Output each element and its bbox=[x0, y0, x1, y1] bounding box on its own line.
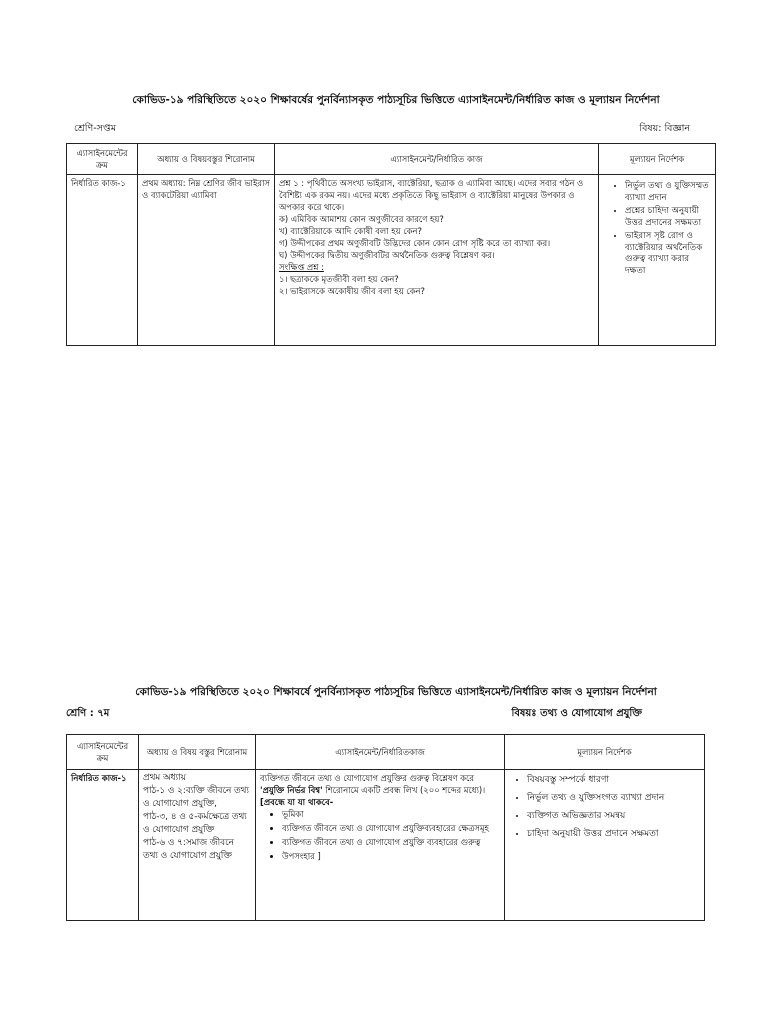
content-item: • উপসংহার ] bbox=[282, 850, 500, 862]
evaluation-item: • নির্ভুল তথ্য ও যুক্তিসম্মত ব্যাখ্যা প্রদান bbox=[625, 181, 711, 204]
short-question: ২। ভাইরাসকে অকোষীয় জীব বলা হয় কেন? bbox=[279, 286, 425, 296]
header-cell: এ্যাসাইনমেন্টের ক্রম bbox=[67, 735, 139, 770]
chapter-line: প্রথম অধ্যায় bbox=[143, 773, 186, 783]
table-row bbox=[67, 770, 705, 921]
evaluation-item: • চাহিদা অনুযায়ী উত্তর প্রদানে সক্ষমতা bbox=[527, 828, 700, 841]
chapter-title: প্রথম অধ্যায়: নিম্ন শ্রেণির জীব ভাইরাস ও ব্যাকটেরিয়া এ্যামিবা bbox=[138, 175, 275, 346]
meta-row bbox=[0, 122, 768, 142]
header-cell: এ্যাসাইনমেন্টের ক্রম bbox=[67, 144, 138, 175]
assignment-task bbox=[275, 175, 599, 346]
table-row bbox=[67, 175, 716, 346]
evaluation-item: • ভাইরাস সৃষ্ট রোগ ও ব্যাক্টেরিয়ার অর্থনৈতিক গুরুত্ব ব্যাখ্যা করার দক্ষতা bbox=[625, 231, 711, 277]
chapter-line: পাঠ-৬ ও ৭:সমাজ জীবনে তথ্য ও যোগাযোগ প্রযুক্তি bbox=[143, 838, 234, 861]
short-question-label: সংক্ষিপ্ত প্রশ্ন : bbox=[279, 262, 324, 272]
header-cell: অধ্যায় ও বিষয়বস্তুর শিরোনাম bbox=[138, 144, 275, 175]
assignment-section-ict bbox=[0, 684, 768, 861]
task-item: ক) এমিবিক আমাশয় কোন অণুজীবের কারণে হয়? bbox=[279, 214, 444, 224]
chapter-line: পাঠ-৩, ৪ ও ৫-কর্মক্ষেত্রে তথ্য ও যোগাযোগ প্রযুক্তি bbox=[143, 812, 247, 835]
task-item: গ) উদ্দীপকের প্রথম অণুজীবটি উদ্ভিদের কোন কোন রোগ সৃষ্টি করে তা ব্যাখ্যা কর। bbox=[279, 238, 551, 248]
section-title: কোভিড-১৯ পরিস্থিতিতে ২০২০ শিক্ষাবর্ষের পুনর্বিন্যাসকৃত পাঠ্যসূচির ভিত্তিতে এ্যাসাইনমেন্ট/নির্ধারিত কাজ ও মূল্যায়ন নির্দেশনা bbox=[132, 94, 660, 106]
content-item: • ব্যক্তিগত জীবনে তথ্য ও যোগাযোগ প্রযুক্তি ব্যবহারের গুরুত্ব bbox=[282, 836, 500, 848]
meta-row bbox=[0, 706, 768, 726]
content-item: • ভূমিকা bbox=[282, 808, 500, 820]
assignment-number: নির্ধারিত কাজ-১ bbox=[67, 175, 138, 346]
table-header-row bbox=[67, 735, 705, 770]
class-label: শ্রেণি : ৭ম bbox=[66, 708, 110, 719]
assignment-table bbox=[66, 143, 716, 346]
assignment-table bbox=[66, 734, 705, 921]
essay-title: 'প্রযুক্তি নির্ভর বিশ্ব' bbox=[260, 785, 323, 795]
evaluation-item: • নির্ভুল তথ্য ও যুক্তিসংগত ব্যাখ্যা প্রদান bbox=[527, 792, 700, 805]
contents-label: [প্রবন্ধে যা যা থাকবে- bbox=[260, 797, 334, 807]
assignment-task bbox=[256, 770, 505, 921]
class-label: শ্রেণি-সপ্তম bbox=[74, 123, 117, 134]
chapter-line: পাঠ-১ ও ২:ব্যক্তি জীবনে তথ্য ও যোগাযোগ প্রযুক্তি, bbox=[143, 786, 249, 809]
header-cell: মূল্যায়ন নির্দেশক bbox=[599, 144, 716, 175]
evaluation-item: • ব্যক্তিগত অভিজ্ঞতার সমন্বয় bbox=[527, 810, 700, 823]
chapter-title bbox=[139, 770, 256, 921]
subject-label: বিষয়: বিজ্ঞান bbox=[639, 123, 690, 134]
task-text: ব্যক্তিগত জীবনে তথ্য ও যোগাযোগ প্রযুক্তির গুরুত্ব বিশ্লেষণ করে bbox=[260, 773, 475, 783]
evaluation-item: • বিষয়বস্তু সম্পর্কে ধারণা bbox=[527, 774, 700, 787]
evaluation-indicators bbox=[505, 770, 705, 921]
header-cell: মূল্যায়ন নির্দেশক bbox=[505, 735, 705, 770]
assignment-section-science bbox=[0, 92, 768, 296]
short-question: ১। ছত্রাককে মৃতজীবী বলা হয় কেন? bbox=[279, 274, 399, 284]
assignment-number: নির্ধারিত কাজ-১ bbox=[67, 770, 139, 921]
task-intro: প্রশ্ন ১ : পৃথিবীতে অসংখ্য ভাইরাস, ব্যাক্টেরিয়া, ছত্রাক ও এ্যামিবা আছে। এদের সবার গঠন ও বৈশিষ্ট্য এক রকম নয়। এদের মধ্যে প্রকৃতিতে কিছু ভাইরাস ও ব্যাক্টেরিয়া মানুষের উপকার ও অপকার করে থাকে। bbox=[279, 178, 584, 212]
task-item: খ) ব্যাক্টেরিয়াকে আদি কোষী বলা হয় কেন? bbox=[279, 226, 422, 236]
section-title: কোভিড-১৯ পরিস্থিতিতে ২০২০ শিক্ষাবর্ষে পুনর্বিন্যাসকৃত পাঠ্যসূচির ভিত্তিতে এ্যাসাইনমেন্ট/নির্ধারিত কাজ ও মূল্যায়ন নির্দেশনা bbox=[135, 686, 657, 698]
task-text: শিরোনামে একটি প্রবন্ধ লিখ (২০০ শব্দের মধ্যে)। bbox=[325, 785, 486, 795]
header-cell: অধ্যায় ও বিষয় বস্তুর শিরোনাম bbox=[139, 735, 256, 770]
content-item: • ব্যক্তিগত জীবনে তথ্য ও যোগাযোগ প্রযুক্তিব্যবহারের ক্ষেত্রসমূহ bbox=[282, 822, 500, 834]
task-item: ঘ) উদ্দীপকের দ্বিতীয় অণুজীবটির অর্থনৈতিক গুরুত্ব বিশ্লেষণ কর। bbox=[279, 250, 495, 260]
table-header-row bbox=[67, 144, 716, 175]
evaluation-indicators bbox=[599, 175, 716, 346]
header-cell: এ্যাসাইনমেন্ট/নির্ধারিত কাজ bbox=[275, 144, 599, 175]
evaluation-item: • প্রশ্নের চাহিদা অনুযায়ী উত্তর প্রদানের সক্ষমতা bbox=[625, 206, 711, 229]
header-cell: এ্যাসাইনমেন্ট/নির্ধারিতকাজ bbox=[256, 735, 505, 770]
subject-label: বিষয়ঃ তথ্য ও যোগাযোগ প্রযুক্তি bbox=[511, 708, 642, 719]
